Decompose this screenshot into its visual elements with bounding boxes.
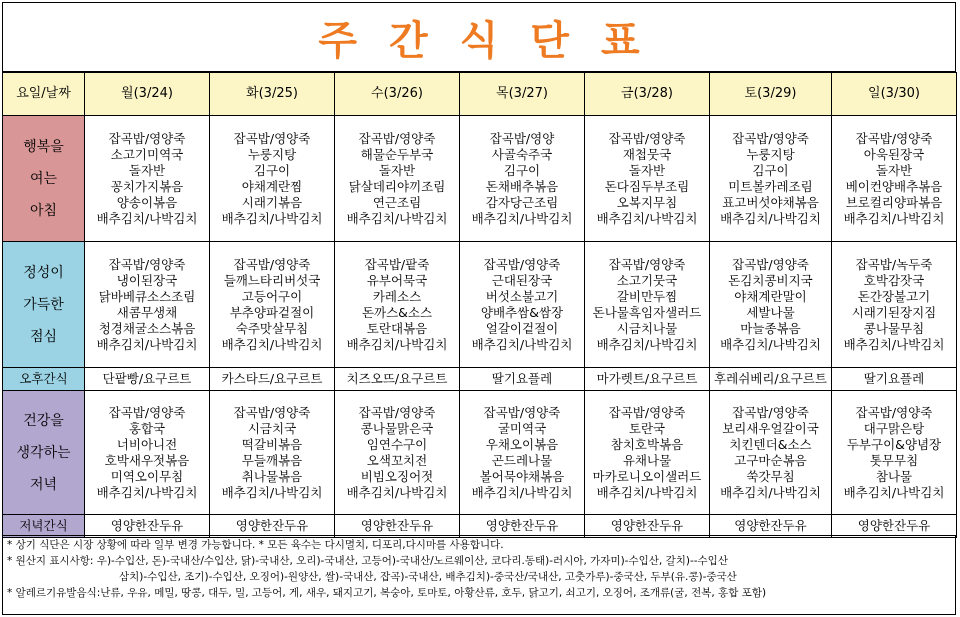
menu-item: 배추김치/나박김치: [720, 336, 821, 352]
menu-item: 잡곡밥/영양죽: [608, 256, 686, 272]
snack-cell: 마가렛트/요구르트: [585, 368, 710, 391]
menu-item: 배추김치/나박김치: [221, 210, 323, 226]
snack-cell: 영양한잔두유: [85, 515, 210, 538]
menu-cell: [460, 391, 585, 515]
menu-item: 볼어묵야채볶음: [479, 468, 565, 484]
menu-item: 잡곡밥/영양죽: [732, 404, 809, 420]
snack-cell: 치즈오뜨/요구르트: [335, 368, 460, 391]
menu-item: 잡곡밥/영양죽: [108, 130, 186, 146]
menu-item: 브로컬리양파볶음: [845, 194, 943, 210]
menu-item: 닭살데리야끼조림: [348, 178, 446, 194]
menu-item: 배추김치/나박김치: [720, 210, 821, 226]
snack-cell: 카스타드/요구르트: [210, 368, 335, 391]
note-line: 삼치)-수입산, 조기)-수입산, 오징어)-원양산, 쌀)-국내산, 잡곡)-국내산, 배추김치)-중국산/국내산, 고춧가루)-중국산, 두부(유.콩)-중국산: [119, 571, 737, 583]
meal-label-line: 여는: [29, 170, 58, 187]
menu-item: 표고버섯야채볶음: [722, 194, 819, 210]
menu-item: 배추김치/나박김치: [596, 336, 698, 352]
menu-cell: [335, 242, 460, 368]
menu-item: 시금치나물: [616, 320, 678, 336]
menu-item: 참나물: [875, 468, 913, 484]
menu-item: 잡곡밥/팥죽: [364, 256, 430, 272]
note-line: * 상기 식단은 시장 상황에 따라 일부 변경 가능합니다. * 모든 육수는 다시멸치, 디포리,다시마를 사용합니다.: [7, 539, 504, 551]
page-title-text: 주간식단표: [318, 16, 672, 64]
menu-item: 배추김치/나박김치: [720, 484, 821, 500]
menu-item: 배추김치/나박김치: [843, 336, 945, 352]
menu-item: 베이컨양배추볶음: [845, 178, 943, 194]
menu-item: 시금치국: [247, 420, 297, 436]
menu-item: 곤드레나물: [491, 452, 553, 468]
menu-item: 너비아니전: [116, 436, 178, 452]
menu-item: 잡곡밥/영양죽: [483, 404, 561, 420]
note-line: * 알레르기유발음식:난류, 우유, 메밀, 땅콩, 대두, 밀, 고등어, 게, 새우, 돼지고기, 복숭아, 토마토, 아황산류, 호두, 닭고기, 쇠고기, 오징어, 조개류(굴, 전복, 홍합 포함): [7, 587, 767, 599]
meal-label-line: 행복을: [23, 138, 64, 155]
menu-item: 마늘종볶음: [740, 320, 801, 336]
menu-item: 해물순두부국: [360, 146, 434, 162]
menu-item: 돈간장불고기: [857, 288, 931, 304]
note-line: * 원산지 표시사항: 우)-수입산, 돈)-국내산/수입산, 닭)-국내산, 오리)-국내산, 고등어)-국내산/노르웨이산, 코다리.동태)-러시아, 가자미)-수입산, 갈치)--수입산: [7, 555, 728, 567]
menu-cell: [832, 391, 957, 515]
menu-item: 돈나물흑임자샐러드: [592, 304, 702, 320]
menu-item: 잡곡밥/영양죽: [108, 404, 186, 420]
snack-cell: 후레쉬베리/요구르트: [710, 368, 832, 391]
meal-label-line: 생각하는: [16, 444, 71, 461]
menu-item: 양송이볶음: [116, 194, 178, 210]
menu-cell: [335, 391, 460, 515]
menu-cell: [832, 116, 957, 242]
menu-item: 호박감잣국: [863, 272, 925, 288]
menu-item: 배추김치/나박김치: [346, 336, 448, 352]
menu-item: 배추김치/나박김치: [346, 484, 448, 500]
notes-box: [2, 535, 956, 615]
menu-item: 누룽지탕: [247, 146, 297, 162]
menu-item: 보리새우얼갈이국: [722, 420, 819, 436]
menu-item: 돈김치콩비지국: [728, 272, 813, 288]
menu-item: 오복지무침: [616, 194, 678, 210]
menu-item: 참치호박볶음: [610, 436, 684, 452]
menu-item: 사골숙주국: [491, 146, 553, 162]
menu-item: 돌자반: [875, 162, 913, 178]
menu-item: 돌자반: [378, 162, 416, 178]
menu-item: 미트볼카레조림: [728, 178, 813, 194]
menu-cell: [460, 116, 585, 242]
meal-label: [3, 116, 85, 242]
menu-item: 청경채굴소스볶음: [98, 320, 196, 336]
menu-item: 배추김치/나박김치: [96, 336, 198, 352]
menu-item: 버섯소불고기: [485, 288, 559, 304]
menu-item: 토란국: [628, 420, 666, 436]
menu-item: 대구맑은탕: [863, 420, 925, 436]
menu-item: 연근조림: [372, 194, 422, 210]
breakfast-row: [3, 116, 957, 242]
menu-item: 야채계란말이: [734, 288, 807, 304]
menu-item: 취나물볶음: [241, 468, 303, 484]
weekly-menu-table: [2, 72, 957, 538]
menu-cell: [210, 391, 335, 515]
snack-cell: 딸기요플레: [460, 368, 585, 391]
meal-label-line: 가득한: [23, 296, 64, 313]
menu-cell: [460, 242, 585, 368]
dinner-row: [3, 391, 957, 515]
menu-cell: [585, 116, 710, 242]
meal-label-line: 건강을: [23, 412, 64, 429]
menu-item: 미역오이무침: [110, 468, 184, 484]
menu-item: 톳무무침: [869, 452, 919, 468]
menu-item: 잡곡밥/영양죽: [483, 256, 561, 272]
snack-cell: 영양한잔두유: [832, 515, 957, 538]
menu-item: 누룽지탕: [746, 146, 795, 162]
day-header: 토(3/29): [710, 73, 832, 116]
menu-cell: [832, 242, 957, 368]
menu-item: 꽁치가지볶음: [110, 178, 184, 194]
menu-item: 배추김치/나박김치: [346, 210, 448, 226]
menu-item: 마카로니오이샐러드: [592, 468, 702, 484]
menu-item: 잡곡밥/영양: [489, 130, 555, 146]
menu-item: 돈까스&소스: [361, 304, 433, 320]
day-header: 일(3/30): [832, 73, 957, 116]
menu-item: 잡곡밥/영양죽: [855, 404, 933, 420]
menu-item: 잡곡밥/영양죽: [233, 256, 311, 272]
menu-item: 냉이된장국: [116, 272, 178, 288]
menu-item: 잡곡밥/녹두죽: [855, 256, 933, 272]
menu-item: 배추김치/나박김치: [221, 484, 323, 500]
menu-cell: [210, 242, 335, 368]
menu-item: 잡곡밥/영양죽: [358, 404, 436, 420]
menu-item: 콩나물맑은국: [360, 420, 434, 436]
snack-cell: 영양한잔두유: [210, 515, 335, 538]
header-row: [3, 73, 957, 116]
menu-item: 닭바베큐소스조림: [98, 288, 196, 304]
meal-label: [3, 242, 85, 368]
meal-label-line: 저녁: [29, 476, 58, 493]
day-header: 금(3/28): [585, 73, 710, 116]
menu-item: 무들깨볶음: [241, 452, 303, 468]
menu-item: 우채오이볶음: [485, 436, 559, 452]
menu-item: 돌자반: [628, 162, 666, 178]
meal-label-line: 아침: [29, 202, 58, 219]
menu-item: 비빔오징어젓: [360, 468, 434, 484]
snack-cell: 영양한잔두유: [585, 515, 710, 538]
menu-item: 배추김치/나박김치: [96, 210, 198, 226]
menu-item: 고등어구이: [241, 288, 303, 304]
menu-cell: [710, 116, 832, 242]
snack-cell: 영양한잔두유: [710, 515, 832, 538]
meal-label: 오후간식: [3, 368, 85, 391]
menu-item: 들깨느타리버섯국: [223, 272, 321, 288]
menu-item: 떡갈비볶음: [241, 436, 303, 452]
menu-item: 배추김치/나박김치: [596, 210, 698, 226]
menu-cell: [585, 242, 710, 368]
menu-cell: [585, 391, 710, 515]
menu-item: 얼갈이겉절이: [485, 320, 559, 336]
menu-item: 잡곡밥/영양죽: [732, 130, 809, 146]
menu-item: 두부구이&양념장: [846, 436, 942, 452]
menu-item: 잡곡밥/영양죽: [108, 256, 186, 272]
menu-item: 호박새우젓볶음: [104, 452, 190, 468]
menu-item: 잡곡밥/영양죽: [358, 130, 436, 146]
menu-item: 근대된장국: [491, 272, 553, 288]
menu-item: 시래기볶음: [241, 194, 303, 210]
menu-item: 배추김치/나박김치: [471, 484, 573, 500]
menu-item: 시래기된장지짐: [851, 304, 937, 320]
day-header: 수(3/26): [335, 73, 460, 116]
menu-item: 토란대볶음: [366, 320, 428, 336]
page-title: [2, 2, 956, 72]
menu-item: 숙주맛살무침: [235, 320, 309, 336]
menu-item: 새콤무생채: [116, 304, 178, 320]
menu-item: 유부어묵국: [366, 272, 428, 288]
menu-item: 배추김치/나박김치: [843, 484, 945, 500]
lunch-row: [3, 242, 957, 368]
menu-item: 홍합국: [128, 420, 166, 436]
menu-item: 돈채배추볶음: [485, 178, 559, 194]
menu-item: 유채나물: [622, 452, 672, 468]
menu-item: 잡곡밥/영양죽: [855, 130, 933, 146]
menu-item: 소고기미역국: [110, 146, 184, 162]
snack-cell: 딸기요플레: [832, 368, 957, 391]
menu-item: 배추김치/나박김치: [843, 210, 945, 226]
menu-item: 쑥갓무침: [746, 468, 795, 484]
menu-item: 치킨텐더&소스: [729, 436, 812, 452]
menu-item: 김구이: [752, 162, 789, 178]
menu-item: 김구이: [253, 162, 291, 178]
menu-item: 돈다짐두부조림: [604, 178, 690, 194]
day-header: 목(3/27): [460, 73, 585, 116]
menu-item: 배추김치/나박김치: [471, 336, 573, 352]
menu-cell: [210, 116, 335, 242]
snack-cell: 영양한잔두유: [460, 515, 585, 538]
afternoon-snack-row: [3, 368, 957, 391]
menu-item: 갈비만두찜: [616, 288, 678, 304]
menu-item: 배추김치/나박김치: [471, 210, 573, 226]
snack-cell: 단팥빵/요구르트: [85, 368, 210, 391]
menu-item: 아욱된장국: [863, 146, 925, 162]
day-header: 화(3/25): [210, 73, 335, 116]
menu-item: 콩나물무침: [863, 320, 925, 336]
menu-item: 카레소스: [372, 288, 422, 304]
menu-item: 고구마순볶음: [734, 452, 807, 468]
menu-item: 야채계란찜: [241, 178, 303, 194]
meal-label: [3, 391, 85, 515]
snack-cell: 영양한잔두유: [335, 515, 460, 538]
menu-cell: [85, 391, 210, 515]
menu-item: 굴미역국: [497, 420, 547, 436]
menu-item: 세발나물: [746, 304, 795, 320]
menu-item: 부추양파겉절이: [229, 304, 315, 320]
menu-item: 오색꼬치전: [366, 452, 428, 468]
meal-label-line: 점심: [29, 328, 58, 345]
menu-cell: [85, 242, 210, 368]
menu-item: 잡곡밥/영양죽: [732, 256, 809, 272]
menu-item: 배추김치/나박김치: [596, 484, 698, 500]
day-header: 월(3/24): [85, 73, 210, 116]
meal-label: 저녁간식: [3, 515, 85, 538]
menu-item: 임연수구이: [366, 436, 428, 452]
meal-label-line: 정성이: [23, 264, 64, 281]
menu-item: 김구이: [503, 162, 541, 178]
menu-item: 잡곡밥/영양죽: [608, 404, 686, 420]
menu-cell: [710, 242, 832, 368]
menu-item: 잡곡밥/영양죽: [608, 130, 686, 146]
menu-item: 재첩뭇국: [622, 146, 672, 162]
menu-item: 배추김치/나박김치: [96, 484, 198, 500]
menu-cell: [710, 391, 832, 515]
menu-item: 잡곡밥/영양죽: [233, 404, 311, 420]
menu-item: 배추김치/나박김치: [221, 336, 323, 352]
menu-item: 소고기뭇국: [616, 272, 678, 288]
menu-cell: [335, 116, 460, 242]
menu-item: 돌자반: [128, 162, 166, 178]
menu-cell: [85, 116, 210, 242]
menu-item: 양배추쌈&쌈장: [480, 304, 564, 320]
menu-item: 감자당근조림: [485, 194, 559, 210]
header-corner: 요일/날짜: [3, 73, 85, 116]
menu-item: 잡곡밥/영양죽: [233, 130, 311, 146]
